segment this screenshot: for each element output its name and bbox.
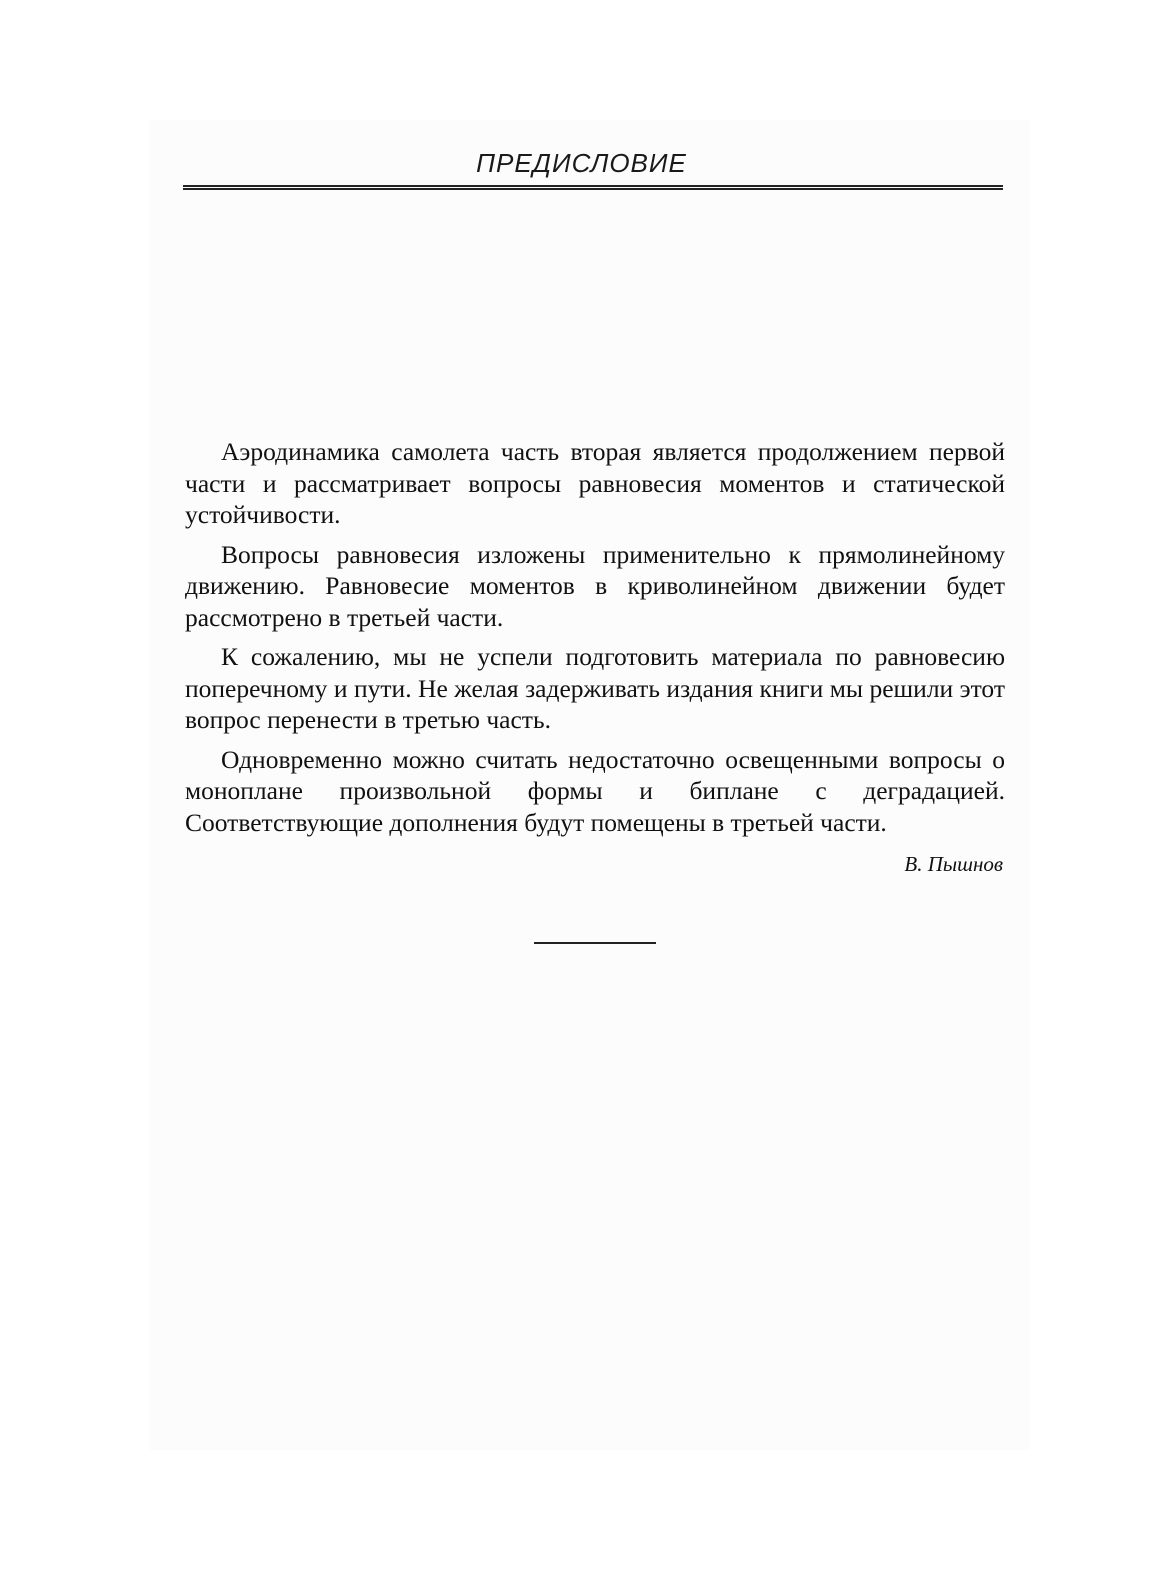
paragraph-1: Аэродинамика самолета часть вторая является продолжением первой части и рассматривает вопросы равновесия моментов и статической устойчивости. [185, 437, 1005, 529]
paragraph-4: Одновременно можно считать недостаточно освещенными вопросы о моноплане произвольной формы и биплане с деградацией. Соответствующие дополнения будут помещены в третьей части. [185, 744, 1005, 837]
preface-body [185, 436, 1005, 846]
end-divider [534, 942, 656, 944]
title-double-rule [183, 185, 1003, 190]
paragraph-3: К сожалению, мы не успели подготовить материала по равновесию поперечному и пути. Не желая задерживать издания книги мы решили этот вопрос перенести в третью часть. [185, 642, 1005, 734]
page-title: ПРЕДИСЛОВИЕ [476, 148, 687, 178]
author-signature: В. Пышнов [904, 852, 1003, 876]
paragraph-2: Вопросы равновесия изложены применительно к прямолинейному движению. Равновесие моментов в криволинейном движении будет рассмотрено в третьей части. [185, 539, 1005, 632]
